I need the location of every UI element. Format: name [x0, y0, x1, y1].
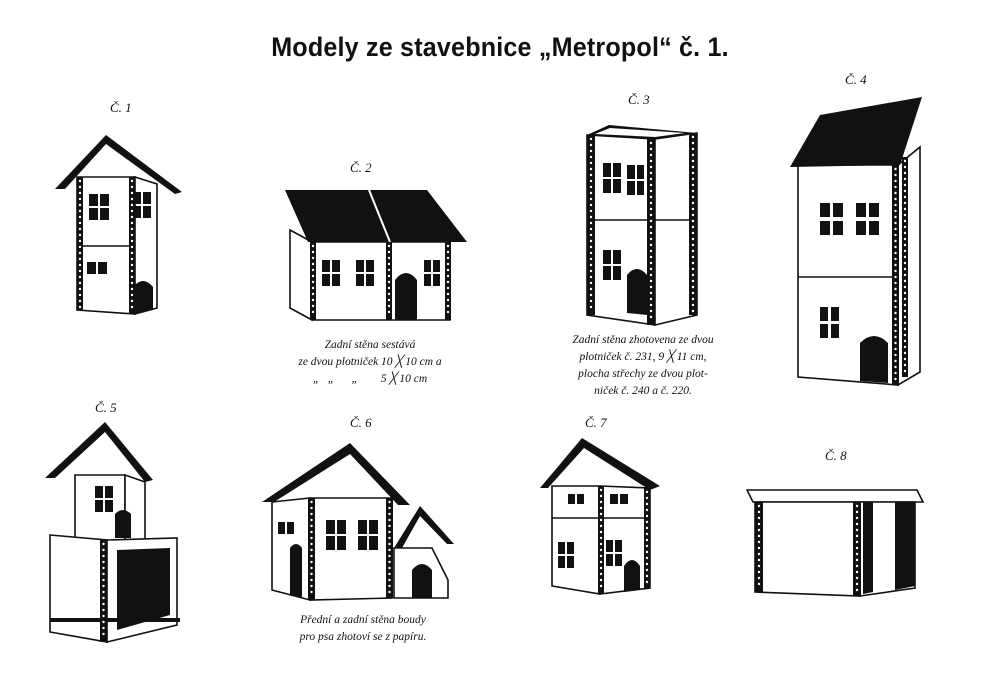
- model-label-3: Č. 3: [628, 92, 650, 107]
- model-8-illustration: [745, 488, 925, 600]
- model-label-8: Č. 8: [825, 448, 847, 463]
- model-label-1: Č. 1: [110, 100, 132, 115]
- page-title: Modely ze stavebnice „Metropol“ č. 1.: [271, 32, 729, 62]
- model-6-house-illustration: [262, 440, 462, 605]
- model-4-house-illustration: [790, 97, 925, 387]
- model-5-house-illustration: [45, 420, 185, 645]
- model-label-5: Č. 5: [95, 400, 117, 415]
- model-label-6: Č. 6: [350, 415, 372, 430]
- model-caption-2: Zadní stěna sestává ze dvou plotniček 10 ╳ 10 cm a „ „ „ 5 ╳ 10 cm: [298, 339, 442, 385]
- model-label-7: Č. 7: [585, 415, 607, 430]
- model-3-house-illustration: [585, 125, 705, 330]
- model-label-4: Č. 4: [845, 72, 867, 87]
- model-7-house-illustration: [540, 436, 665, 598]
- model-caption-3: Zadní stěna zhotovena ze dvou plotniček č. 231, 9 ╳ 11 cm, plocha střechy ze dvou plot- niček č. 240 a č. 220.: [572, 334, 714, 397]
- model-2-house-illustration: [282, 190, 472, 325]
- model-label-2: Č. 2: [350, 160, 372, 175]
- model-caption-6: Přední a zadní stěna boudy pro psa zhotoví se z papíru.: [299, 614, 427, 643]
- model-1-house-illustration: [55, 132, 185, 322]
